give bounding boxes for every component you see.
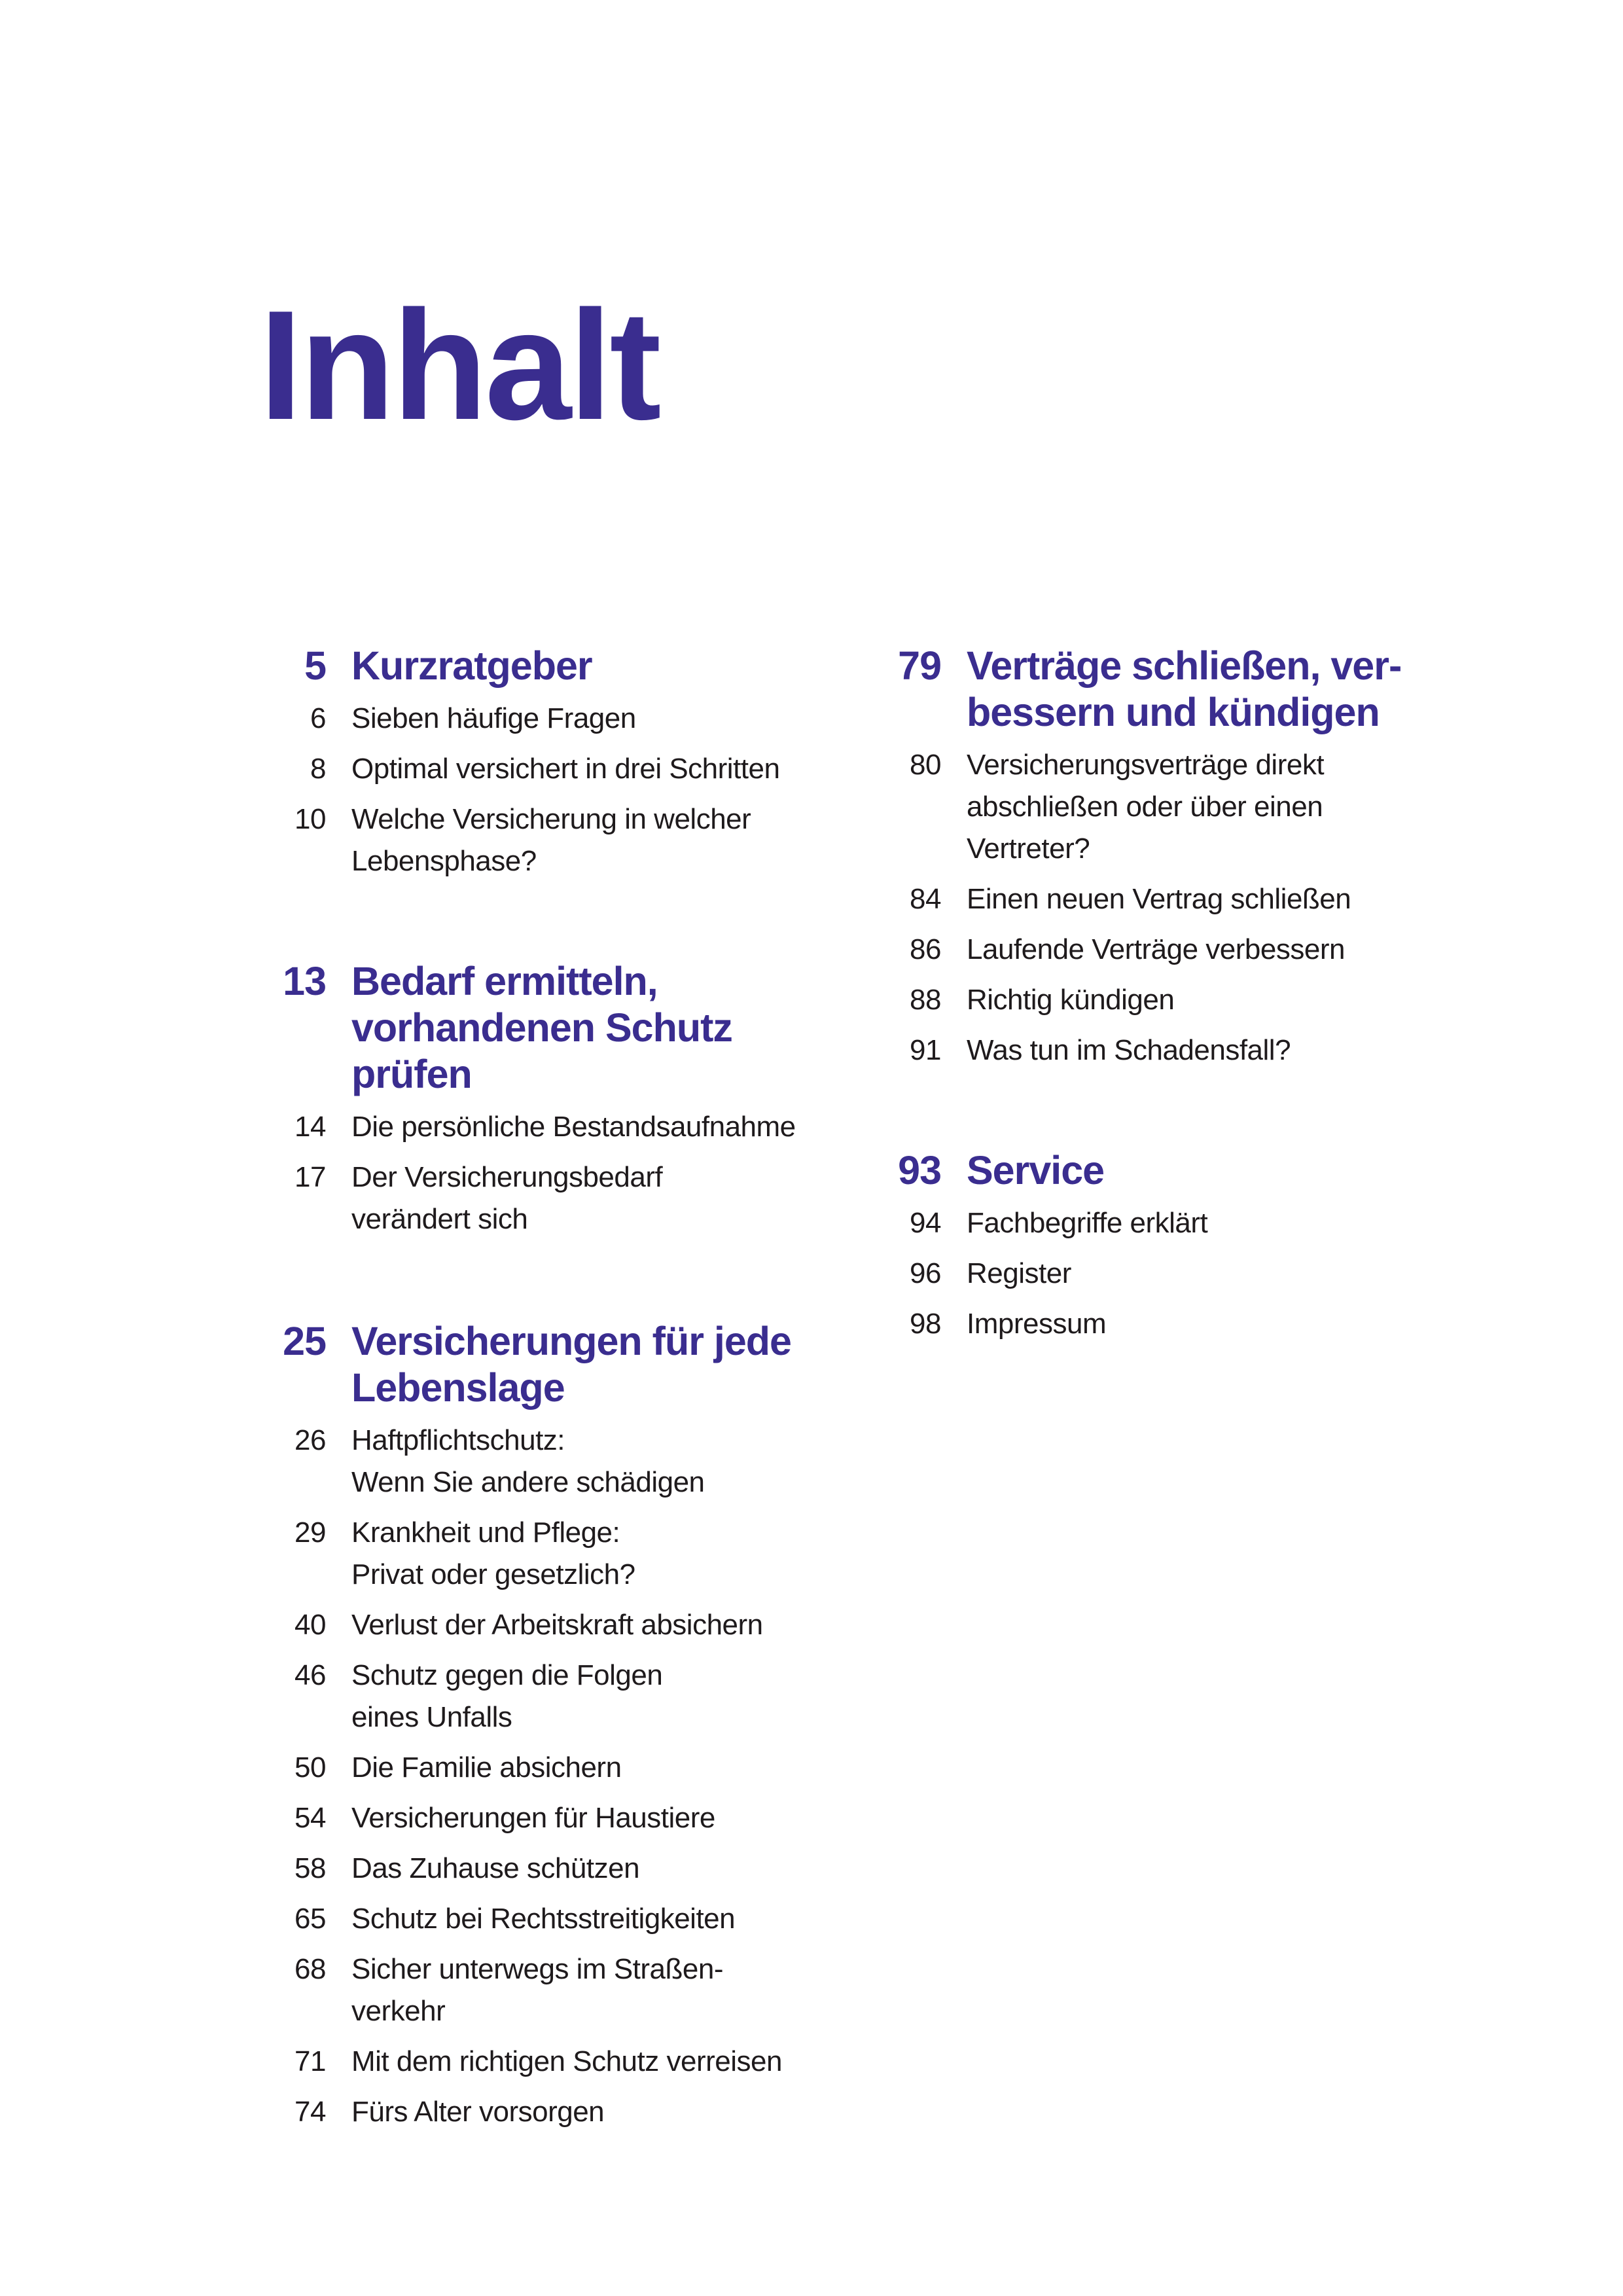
entry-page-number: 58 — [294, 1852, 326, 1884]
toc-entry[interactable] — [310, 748, 940, 790]
section-title: Kurzratgeber — [351, 643, 592, 688]
entry-title: Impressum — [967, 1308, 1107, 1340]
section-heading[interactable] — [898, 1147, 1556, 1194]
toc-section — [898, 1147, 1556, 1345]
section-title: Bedarf ermitteln, vorhandenen Schutz prüfen — [351, 959, 732, 1096]
entry-title: Das Zuhause schützen — [351, 1852, 640, 1884]
toc-entry[interactable] — [294, 1157, 940, 1240]
entry-page-number: 68 — [294, 1953, 326, 1985]
entry-title: Schutz gegen die Folgen eines Unfalls — [351, 1659, 663, 1733]
toc-entry[interactable] — [294, 1655, 940, 1738]
entry-page-number: 26 — [294, 1424, 326, 1456]
entry-title: Sicher unterwegs im Straßen- verkehr — [351, 1953, 723, 2027]
toc-entry[interactable] — [294, 1420, 940, 1503]
entry-title: Mit dem richtigen Schutz verreisen — [351, 2045, 782, 2077]
entry-title: Versicherungen für Haustiere — [351, 1802, 715, 1834]
toc-entry[interactable] — [910, 1202, 1556, 1244]
toc-entry[interactable] — [910, 929, 1556, 971]
entry-page-number: 46 — [294, 1659, 326, 1691]
toc-entry[interactable] — [910, 878, 1556, 920]
toc-section — [283, 958, 940, 1240]
entry-page-number: 96 — [910, 1257, 941, 1289]
entry-page-number: 94 — [910, 1207, 941, 1239]
entry-page-number: 71 — [294, 2045, 326, 2077]
entry-page-number: 50 — [294, 1751, 326, 1784]
toc-section — [898, 643, 1556, 1071]
entry-title: Schutz bei Rechtsstreitigkeiten — [351, 1903, 736, 1935]
entry-title: Die Familie absichern — [351, 1751, 622, 1784]
entry-title: Richtig kündigen — [967, 984, 1175, 1016]
entry-page-number: 86 — [910, 933, 941, 965]
section-heading[interactable] — [283, 1318, 940, 1411]
entry-page-number: 8 — [310, 753, 326, 785]
section-page-number: 79 — [898, 643, 941, 688]
toc-entry[interactable] — [294, 1512, 940, 1596]
toc-section — [283, 1318, 940, 2133]
entry-page-number: 65 — [294, 1903, 326, 1935]
entry-title: Sieben häufige Fragen — [351, 702, 636, 734]
toc-entry[interactable] — [910, 1303, 1556, 1345]
toc-entry[interactable] — [294, 798, 940, 882]
entry-page-number: 14 — [294, 1111, 326, 1143]
entry-title: Fürs Alter vorsorgen — [351, 2096, 605, 2128]
section-title: Service — [967, 1148, 1105, 1193]
toc-entry[interactable] — [294, 1948, 940, 2032]
entry-title: Verlust der Arbeitskraft absichern — [351, 1609, 763, 1641]
entry-title: Der Versicherungsbedarf verändert sich — [351, 1161, 663, 1235]
entry-page-number: 84 — [910, 883, 941, 915]
section-page-number: 25 — [283, 1319, 326, 1363]
entry-page-number: 10 — [294, 803, 326, 835]
section-page-number: 13 — [283, 959, 326, 1003]
entry-page-number: 17 — [294, 1161, 326, 1193]
toc-entry[interactable] — [294, 1898, 940, 1940]
entry-title: Register — [967, 1257, 1071, 1289]
entry-title: Versicherungsverträge direkt abschließen oder über einen Vertreter? — [967, 749, 1325, 865]
entry-page-number: 80 — [910, 749, 941, 781]
entry-page-number: 98 — [910, 1308, 941, 1340]
toc-entry[interactable] — [910, 1030, 1556, 1071]
toc-entry[interactable] — [294, 2041, 940, 2083]
entry-page-number: 29 — [294, 1516, 326, 1549]
toc-entry[interactable] — [294, 1604, 940, 1646]
entry-title: Welche Versicherung in welcher Lebensphase? — [351, 803, 751, 877]
section-page-number: 93 — [898, 1148, 941, 1193]
toc-entry[interactable] — [294, 1747, 940, 1789]
toc-entry[interactable] — [294, 2091, 940, 2133]
entry-title: Optimal versichert in drei Schritten — [351, 753, 780, 785]
entry-page-number: 88 — [910, 984, 941, 1016]
entry-title: Krankheit und Pflege: Privat oder gesetzlich? — [351, 1516, 635, 1590]
entry-title: Einen neuen Vertrag schließen — [967, 883, 1351, 915]
section-heading[interactable] — [898, 643, 1556, 736]
entry-page-number: 6 — [310, 702, 326, 734]
section-heading[interactable] — [304, 643, 940, 689]
toc-entry[interactable] — [310, 698, 940, 740]
entry-page-number: 54 — [294, 1802, 326, 1834]
section-heading[interactable] — [283, 958, 940, 1098]
entry-title: Was tun im Schadensfall? — [967, 1034, 1291, 1066]
entry-title: Die persönliche Bestandsaufnahme — [351, 1111, 796, 1143]
section-title: Versicherungen für jede Lebenslage — [351, 1319, 791, 1410]
toc-entry[interactable] — [910, 1253, 1556, 1295]
toc-entry[interactable] — [294, 1848, 940, 1890]
toc-entry[interactable] — [910, 979, 1556, 1021]
page-title: Inhalt — [259, 279, 659, 452]
section-page-number: 5 — [304, 643, 326, 688]
entry-title: Haftpflichtschutz: Wenn Sie andere schädigen — [351, 1424, 705, 1498]
toc-entry[interactable] — [294, 1797, 940, 1839]
entry-page-number: 91 — [910, 1034, 941, 1066]
section-title: Verträge schließen, ver- bessern und kündigen — [967, 643, 1402, 734]
entry-title: Fachbegriffe erklärt — [967, 1207, 1208, 1239]
entry-title: Laufende Verträge verbessern — [967, 933, 1345, 965]
toc-entry[interactable] — [910, 744, 1556, 870]
toc-entry[interactable] — [294, 1106, 940, 1148]
entry-page-number: 74 — [294, 2096, 326, 2128]
toc-section — [294, 643, 940, 882]
entry-page-number: 40 — [294, 1609, 326, 1641]
